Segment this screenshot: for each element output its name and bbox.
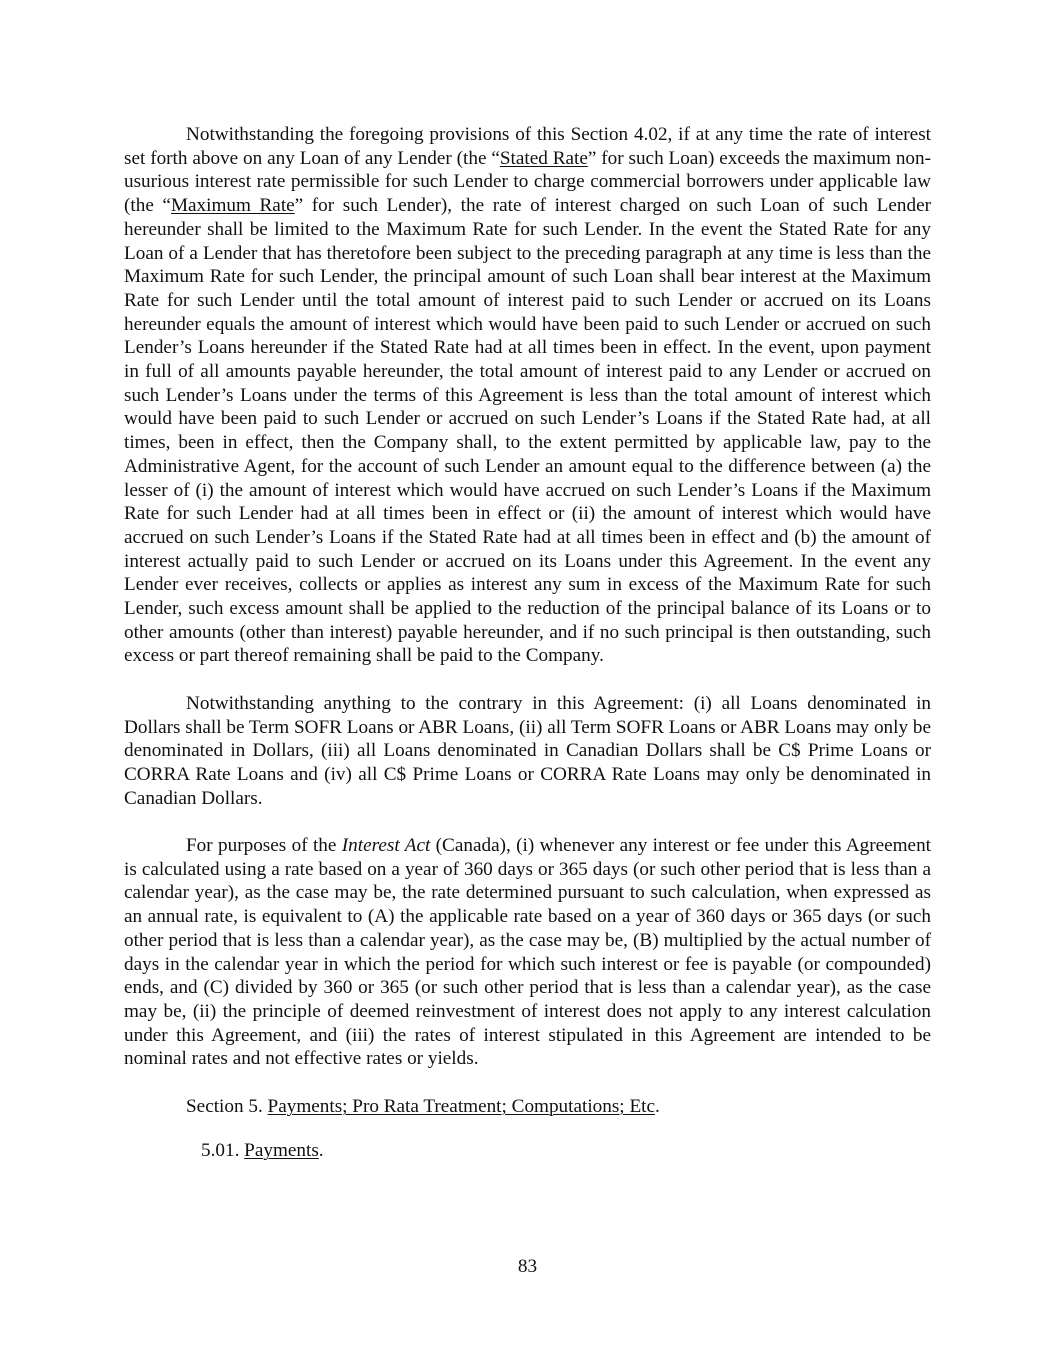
page-number: 83 bbox=[517, 1256, 538, 1277]
document-page bbox=[124, 123, 931, 1163]
paragraph-text: Notwithstanding the foregoing provisions of this Section 4.02, if at any time the rate of interest set forth above on any Loan of any Lender (the “ bbox=[124, 124, 931, 169]
section-5-heading bbox=[124, 1095, 931, 1119]
defined-term-stated-rate: Stated Rate bbox=[499, 147, 588, 169]
subsection-title: Payments bbox=[244, 1140, 319, 1162]
paragraph-text: For purposes of the bbox=[186, 835, 342, 857]
paragraph-text: ” for such Loan) exceeds the maximum non-usurious interest rate permissible for such Lender to charge commercial borrowers under applicable law (the “ bbox=[124, 147, 931, 217]
paragraph-maximum-rate bbox=[124, 123, 931, 668]
defined-term-maximum-rate: Maximum Rate bbox=[170, 195, 295, 217]
paragraph-spacer bbox=[124, 810, 931, 834]
section-5-01-heading bbox=[124, 1139, 931, 1163]
paragraph-text: ” for such Lender), the rate of interest charged on such Loan of such Lender hereunder shall be limited to the Maximum Rate for such Lender. In the event the Stated Rate for any Loan of a Lender that has theretofore been subject to the preceding paragraph at any time is less than the Maximum Rate for such Lender, the principal amount of such Loan shall bear interest at the Maximum Rate for such Lender until the total amount of interest paid to such Lender or accrued on its Loans hereunder equals the amount of interest which would have been paid to such Lender or accrued on such Lender’s Loans hereunder if the Stated Rate had at all times been in effect. In the event, upon payment in full of all amounts payable hereunder, the total amount of interest paid to any Lender or accrued on such Lender’s Loans under the terms of this Agreement is less than the total amount of interest which would have been paid to such Lender or accrued on such Lender’s Loans if the Stated Rate had, at all times, been in effect, then the Company shall, to the extent permitted by applicable law, pay to the Administrative Agent, for the account of such Lender an amount equal to the difference between (a) the lesser of (i) the amount of interest which would have accrued on such Lender’s Loans if the Maximum Rate for such Lender had at all times been in effect or (ii) the amount of interest which would have accrued on such Lender’s Loans if the Stated Rate had at all times been in effect and (b) the amount of interest actually paid to such Lender or accrued on its Loans under this Agreement. In the event any Lender ever receives, collects or applies as interest any sum in excess of the Maximum Rate for such Lender, such excess amount shall be applied to the reduction of the principal balance of its Loans or to other amounts (other than interest) payable hereunder, and if no such principal is then outstanding, such excess or part thereof remaining shall be paid to the Company. bbox=[124, 195, 931, 667]
section-title: Payments; Pro Rata Treatment; Computations; Etc bbox=[267, 1095, 656, 1117]
paragraph-interest-act bbox=[124, 834, 931, 1071]
paragraph-spacer bbox=[124, 1118, 931, 1139]
paragraph-text: (Canada), (i) whenever any interest or fee under this Agreement is calculated using a rate based on a year of 360 days or 365 days (or such other period that is less than a calendar year), as the case may be, the rate determined pursuant to such calculation, when expressed as an annual rate, is equivalent to (A) the applicable rate based on a year of 360 days or 365 days (or such other period that is less than a calendar year), as the case may be, (B) multiplied by the actual number of days in the calendar year in which the period for which such interest or fee is payable (or compounded) ends, and (C) divided by 360 or 365 (or such other period that is less than a calendar year), as the case may be, (ii) the principle of deemed reinvestment of interest does not apply to any interest calculation under this Agreement, and (iii) the rates of interest stipulated in this Agreement are intended to be nominal rates and not effective rates or yields. bbox=[124, 835, 931, 1070]
interest-act-title: Interest Act bbox=[341, 835, 431, 857]
subsection-punct: . bbox=[318, 1140, 324, 1162]
paragraph-spacer bbox=[124, 1071, 931, 1095]
subsection-number: 5.01. bbox=[201, 1140, 245, 1162]
section-number: Section 5. bbox=[186, 1095, 268, 1117]
section-punct: . bbox=[655, 1095, 660, 1117]
paragraph-currency-denomination: Notwithstanding anything to the contrary in this Agreement: (i) all Loans denominated in Dollars shall be Term SOFR Loans or ABR Loans, (ii) all Term SOFR Loans or ABR Loans may only be denominated in Dollars, (iii) all Loans denominated in Canadian Dollars shall be C$ Prime Loans or CORRA Rate Loans and (iv) all C$ Prime Loans or CORRA Rate Loans may only be denominated in Canadian Dollars. bbox=[124, 692, 931, 809]
paragraph-spacer bbox=[124, 668, 931, 692]
